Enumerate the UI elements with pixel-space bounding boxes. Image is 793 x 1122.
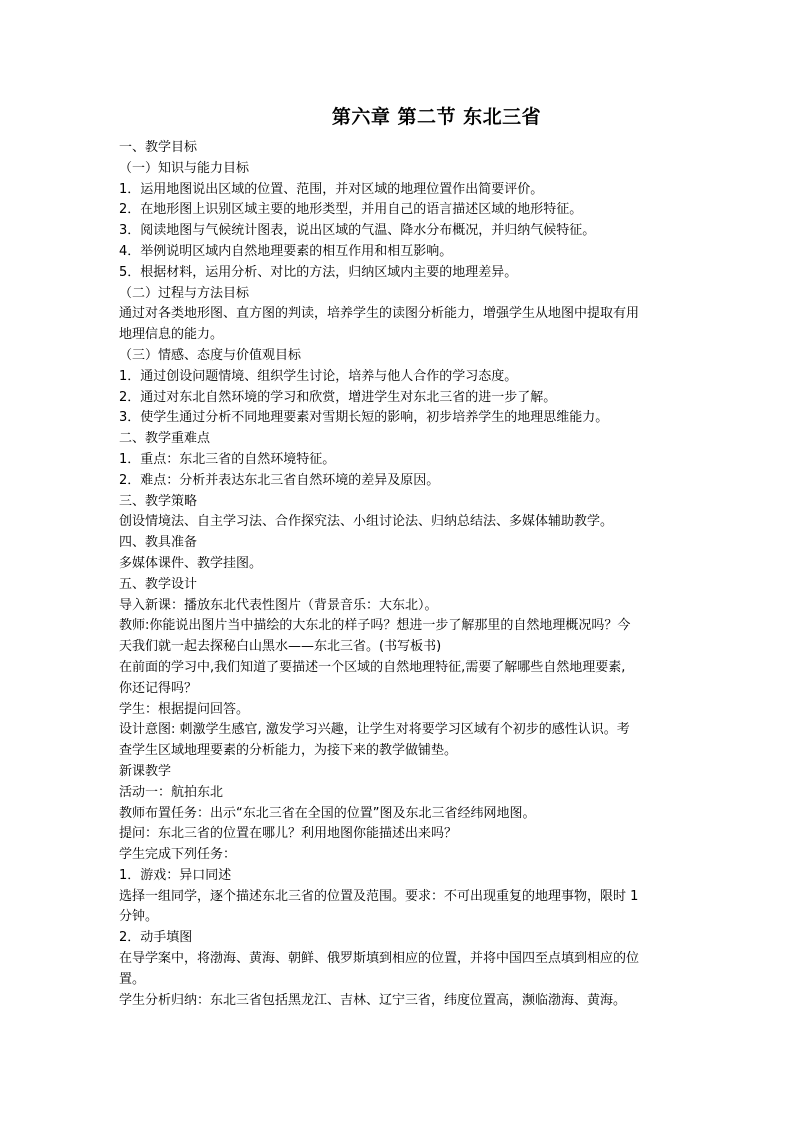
document-title: 第六章 第二节 东北三省 xyxy=(331,106,542,128)
text-line: 2．动手填图 xyxy=(119,930,193,946)
document-body xyxy=(119,138,679,1011)
text-line: 4．举例说明区域内自然地理要素的相互作用和相互影响。 xyxy=(119,243,453,259)
text-line: 1．运用地图说出区域的位置、范围，并对区域的地理位置作出简要评价。 xyxy=(119,181,544,197)
text-line: 3．使学生通过分析不同地理要素对雪期长短的影响，初步培养学生的地理思维能力。 xyxy=(119,410,609,426)
text-line: 五、教学设计 xyxy=(119,576,198,592)
text-line: 在前面的学习中,我们知道了要描述一个区域的自然地理特征,需要了解哪些自然地理要素, xyxy=(119,659,626,675)
text-line: 1．通过创设问题情境、组织学生讨论，培养与他人合作的学习态度。 xyxy=(119,368,518,384)
text-line: 5．根据材料，运用分析、对比的方法，归纳区域内主要的地理差异。 xyxy=(119,264,518,280)
text-line: 你还记得吗？ xyxy=(119,680,198,696)
text-line: 四、教具准备 xyxy=(119,535,198,551)
text-line: 学生完成下列任务： xyxy=(119,847,237,863)
text-line: 多媒体课件、教学挂图。 xyxy=(119,555,263,571)
text-line: 新课教学 xyxy=(119,763,172,779)
text-line: 1．重点：东北三省的自然环境特征。 xyxy=(119,451,336,467)
text-line: 置。 xyxy=(119,971,146,987)
text-line: （一）知识与能力目标 xyxy=(119,160,250,176)
text-line: 3．阅读地图与气候统计图表，说出区域的气温、降水分布概况，并归纳气候特征。 xyxy=(119,223,596,239)
text-line: 学生：根据提问回答。 xyxy=(119,701,250,717)
text-line: 提问：东北三省的位置在哪儿？利用地图你能描述出来吗？ xyxy=(119,826,458,842)
text-line: 通过对各类地形图、直方图的判读，培养学生的读图分析能力，增强学生从地图中提取有用 xyxy=(119,306,640,322)
text-line: 学生分析归纳：东北三省包括黑龙江、吉林、辽宁三省，纬度位置高，濒临渤海、黄海。 xyxy=(119,992,627,1008)
text-line: 一、教学目标 xyxy=(119,140,198,155)
text-line: 选择一组同学，逐个描述东北三省的位置及范围。要求：不可出现重复的地理事物，限时 1 xyxy=(119,888,639,904)
text-line: 查学生区域地理要素的分析能力，为接下来的教学做铺垫。 xyxy=(119,743,458,759)
text-line: 三、教学策略 xyxy=(119,493,198,509)
text-line: 教师:你能说出图片当中描绘的大东北的样子吗？想进一步了解那里的自然地理概况吗？今 xyxy=(119,618,631,634)
text-line: 1．游戏：异口同述 xyxy=(119,867,232,883)
text-line: 二、教学重难点 xyxy=(119,431,211,447)
text-line: 分钟。 xyxy=(119,909,159,925)
text-line: 2．难点：分析并表达东北三省自然环境的差异及原因。 xyxy=(119,472,440,488)
text-line: （二）过程与方法目标 xyxy=(119,285,250,301)
text-line: 2．在地形图上识别区域主要的地形类型，并用自己的语言描述区域的地形特征。 xyxy=(119,202,583,218)
text-line: 天我们就一起去探秘白山黑水——东北三省。(书写板书) xyxy=(119,639,442,655)
text-line: 地理信息的能力。 xyxy=(119,327,224,343)
text-line: （三）情感、态度与价值观目标 xyxy=(119,347,302,363)
text-line: 2．通过对东北自然环境的学习和欣赏，增进学生对东北三省的进一步了解。 xyxy=(119,389,557,405)
text-line: 导入新课：播放东北代表性图片（背景音乐：大东北）。 xyxy=(119,597,438,613)
text-line: 活动一：航拍东北 xyxy=(119,784,224,800)
text-line: 创设情境法、自主学习法、合作探究法、小组讨论法、归纳总结法、多媒体辅助教学。 xyxy=(119,514,614,530)
text-line: 教师布置任务：出示“东北三省在全国的位置”图及东北三省经纬网地图。 xyxy=(119,805,536,821)
text-line: 在导学案中，将渤海、黄海、朝鲜、俄罗斯填到相应的位置，并将中国四至点填到相应的位 xyxy=(119,951,640,967)
text-line: 设计意图: 刺激学生感官, 激发学习兴趣，让学生对将要学习区域有个初步的感性认识。考 xyxy=(119,722,630,738)
